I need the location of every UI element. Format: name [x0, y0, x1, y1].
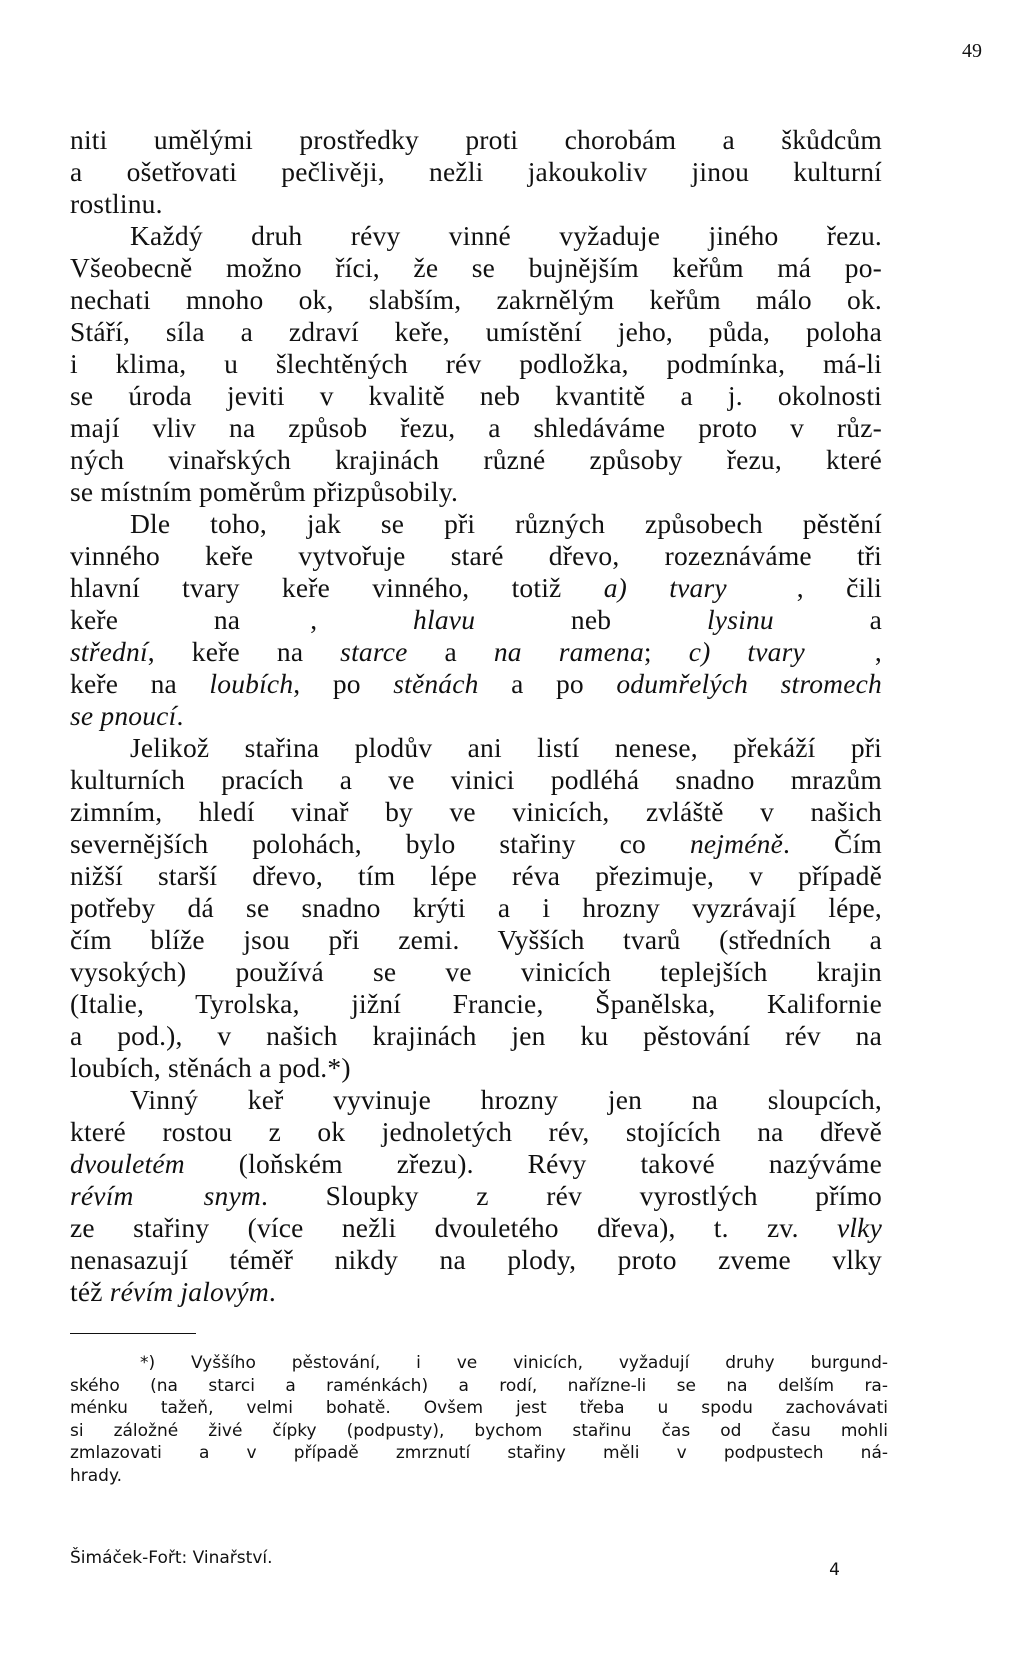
text-line: Všeobecně možno říci, že se bujnějším keřům má po-: [70, 252, 882, 283]
italic-term: révím: [70, 1180, 134, 1211]
text-line: nenasazují téměř nikdy na plody, proto zveme vlky: [70, 1244, 882, 1275]
text-line: mají vliv na způsob řezu, a shledáváme proto v růz-: [70, 412, 882, 443]
italic-term: nejméně: [689, 828, 783, 859]
italic-term: c) tvary: [688, 636, 805, 667]
text-line: keře na loubích, po stěnách a po odumřelých stromech: [70, 668, 882, 699]
text-line: potřeby dá se snadno krýti a i hrozny vyzrávají lépe,: [70, 892, 882, 923]
text-line: a ošetřovati pečlivěji, nežli jakoukoliv jinou kulturní: [70, 156, 882, 187]
text-line: se pnoucí.: [70, 700, 184, 731]
text-line: zimním, hledí vinař by ve vinicích, zvláště v našich: [70, 796, 882, 827]
text-line: se místním poměrům přizpůsobily.: [70, 476, 459, 507]
text-line: a pod.), v našich krajinách jen ku pěstování rév na: [70, 1020, 882, 1051]
italic-term: loubích: [209, 668, 294, 699]
italic-term: snym: [203, 1180, 261, 1211]
italic-term: lysinu: [706, 604, 774, 635]
text-line: niti umělými prostředky proti chorobám a škůdcům: [70, 124, 882, 155]
text-line: Stáří, síla a zdraví keře, umístění jeho, půda, poloha: [70, 316, 882, 347]
footnote-line: hrady.: [70, 1465, 123, 1486]
body-text: [70, 124, 882, 1308]
paragraph-tvary: [70, 508, 882, 732]
sheet-number: 4: [829, 1560, 840, 1580]
text-line: Dle toho, jak se při různých způsobech pěstění: [130, 508, 882, 539]
text-line: střední, keře na starce a na ramena; c) tvary ,: [70, 636, 882, 667]
text-line: révím snym. Sloupky z rév vyrostlých přímo: [70, 1180, 882, 1211]
text-line: kulturních pracích a ve vinici podléhá snadno mrazům: [70, 764, 882, 795]
italic-term: starce: [340, 636, 408, 667]
text-line: Jelikož stařina plodův ani listí nenese, překáží při: [130, 732, 882, 763]
text-line: nechati mnoho ok, slabším, zakrnělým keřům málo ok.: [70, 284, 882, 315]
italic-term: dvouletém: [70, 1148, 185, 1179]
text-line: vinného keře vytvořuje staré dřevo, rozeznáváme tři: [70, 540, 882, 571]
italic-term: střední: [70, 636, 148, 667]
text-line: které rostou z ok jednoletých rév, stojících na dřevě: [70, 1116, 882, 1147]
paragraph-starina: [70, 732, 882, 1084]
text-line: ných vinařských krajinách různé způsoby řezu, které: [70, 444, 882, 475]
text-line: nižší starší dřevo, tím lépe réva přezimuje, v případě: [70, 860, 882, 891]
text-line: keře na , hlavu neb lysinu a: [70, 604, 882, 635]
signature-row: [70, 1548, 840, 1580]
text-line: čím blíže jsou při zemi. Vyšších tvarů (středních a: [70, 924, 882, 955]
italic-term: a) tvary: [603, 572, 727, 603]
text-line: dvouletém (loňském zřezu). Révy takové nazýváme: [70, 1148, 882, 1179]
text-line: ze stařiny (více nežli dvouletého dřeva), t. zv. vlky: [70, 1212, 882, 1243]
text-line: loubích, stěnách a pod.*): [70, 1052, 351, 1083]
text-line: též révím jalovým.: [70, 1276, 276, 1307]
footnote: [70, 1352, 888, 1487]
footnote-line: ského (na starci a raménkách) a rodí, nařízne-li se na delším ra-: [70, 1375, 888, 1396]
paragraph-vinny-ker: [70, 1084, 882, 1308]
text-line: Vinný keř vyvinuje hrozny jen na sloupcích,: [130, 1084, 882, 1115]
text-line: (Italie, Tyrolska, jižní Francie, Španělska, Kalifornie: [70, 988, 882, 1019]
text-line: severnějších polohách, bylo stařiny co nejméně. Čím: [70, 828, 883, 859]
page-number: 49: [962, 40, 982, 62]
italic-term: odumřelých stromech: [616, 668, 882, 699]
footnote-divider: [70, 1333, 196, 1334]
italic-term: stěnách: [393, 668, 479, 699]
text-line: hlavní tvary keře vinného, totiž a) tvary , čili: [70, 572, 883, 603]
printer-signature: Šimáček-Fořt: Vinařství.: [70, 1548, 273, 1568]
text-line: i klima, u šlechtěných rév podložka, podmínka, má-li: [70, 348, 882, 379]
text-line: vysokých) používá se ve vinicích teplejších krajin: [70, 956, 882, 987]
italic-term: na ramena: [493, 636, 644, 667]
italic-term: se pnoucí: [70, 700, 177, 731]
footnote-line: zmlazovati a v případě zmrznutí stařiny měli v podpustech ná-: [70, 1443, 888, 1463]
footnote-line: *) Vyššího pěstování, i ve vinicích, vyžadují druhy burgund-: [140, 1353, 888, 1373]
text-line: se úroda jeviti v kvalitě neb kvantitě a j. okolnosti: [70, 380, 882, 411]
footnote-line: ménku tažeň, velmi bohatě. Ovšem jest třeba u spodu zachovávati: [70, 1398, 888, 1418]
footnote-line: si záložné živé čípky (podpusty), bychom stařinu čas od času mohli: [70, 1420, 888, 1441]
italic-term: révím jalovým: [109, 1276, 269, 1307]
text-line: rostlinu.: [70, 188, 163, 219]
italic-term: vlky: [836, 1212, 882, 1243]
italic-term: hlavu: [413, 604, 476, 635]
text-line: Každý druh révy vinné vyžaduje jiného řezu.: [130, 220, 882, 251]
